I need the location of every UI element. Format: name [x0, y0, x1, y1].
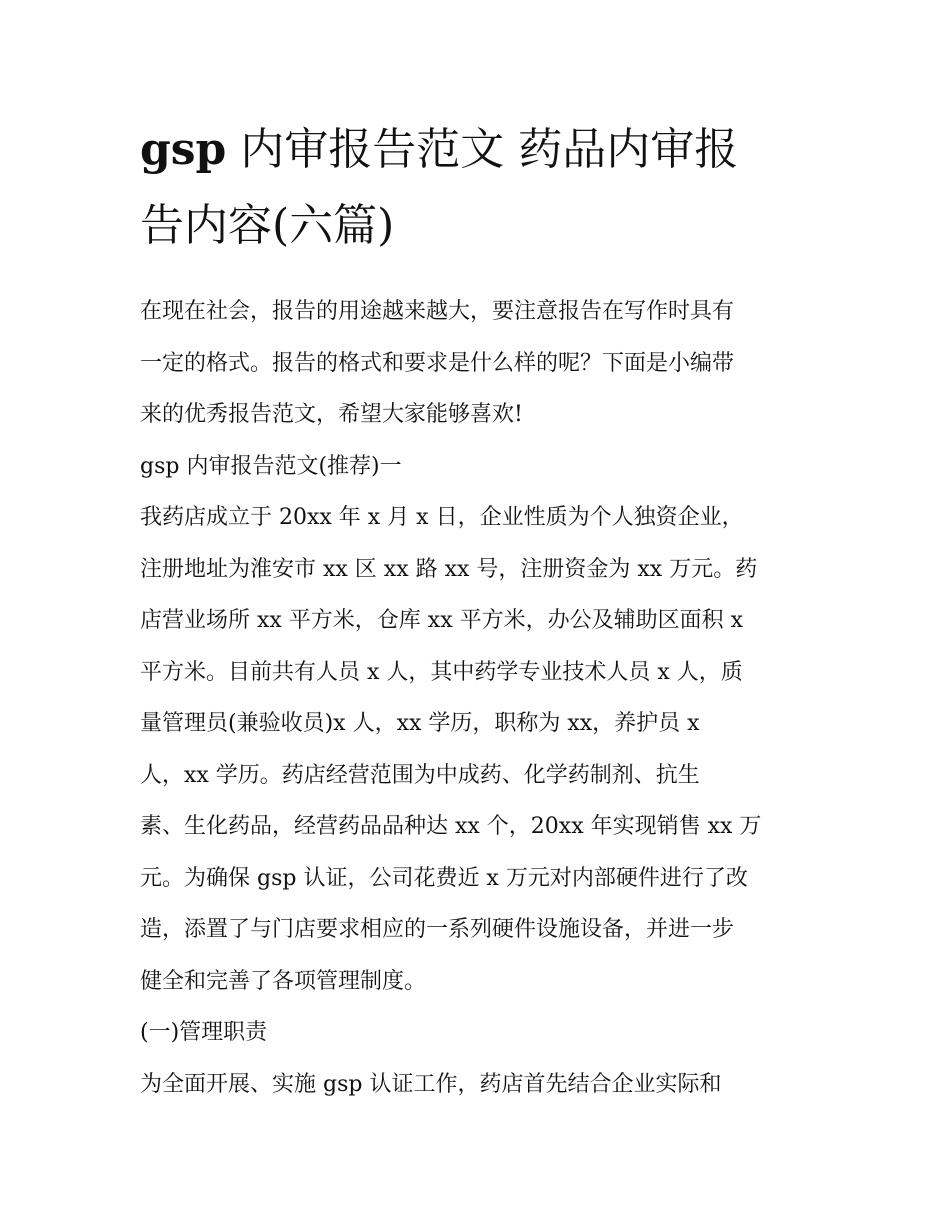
body-line: 在现在社会，报告的用途越来越大，要注意报告在写作时具有 [140, 299, 735, 324]
document-content [140, 112, 812, 1110]
title-latin-prefix: gsp [140, 124, 227, 175]
document-title [140, 112, 812, 264]
section-heading: gsp 内审报告范文(推荐)一 [140, 453, 402, 479]
body-line: 元。为确保 gsp 认证，公司花费近 x 万元对内部硬件进行了改 [140, 865, 748, 891]
body-line: 素、生化药品，经营药品品种达 xx 个，20xx 年实现销售 xx 万 [140, 814, 762, 839]
body-line: 店营业场所 xx 平方米，仓库 xx 平方米，办公及辅助区面积 x [140, 608, 744, 633]
body-line: 造，添置了与门店要求相应的一系列硬件设施设备，并进一步 [140, 917, 735, 942]
body-line: 来的优秀报告范文，希望大家能够喜欢! [140, 402, 523, 427]
title-line-2: 告内容(六篇) [140, 200, 395, 251]
subsection-heading: (一)管理职责 [140, 1020, 268, 1045]
body-line: 人，xx 学历。药店经营范围为中成药、化学药制剂、抗生 [140, 762, 700, 788]
body-line: 健全和完善了各项管理制度。 [140, 968, 427, 994]
body-line: 一定的格式。报告的格式和要求是什么样的呢？下面是小编带 [140, 350, 735, 376]
document-body [140, 286, 812, 1110]
body-line: 为全面开展、实施 gsp 认证工作，药店首先结合企业实际和 [140, 1071, 722, 1097]
body-line: 量管理员(兼验收员)x 人，xx 学历，职称为 xx，养护员 x [140, 711, 700, 736]
body-line: 我药店成立于 20xx 年 x 月 x 日，企业性质为个人独资企业， [140, 505, 744, 530]
title-line-1-rest: 内审报告范文 药品内审报 [226, 124, 739, 175]
body-line: 平方米。目前共有人员 x 人，其中药学专业技术人员 x 人，质 [140, 659, 743, 685]
body-line: 注册地址为淮安市 xx 区 xx 路 xx 号，注册资金为 xx 万元。药 [140, 556, 758, 582]
